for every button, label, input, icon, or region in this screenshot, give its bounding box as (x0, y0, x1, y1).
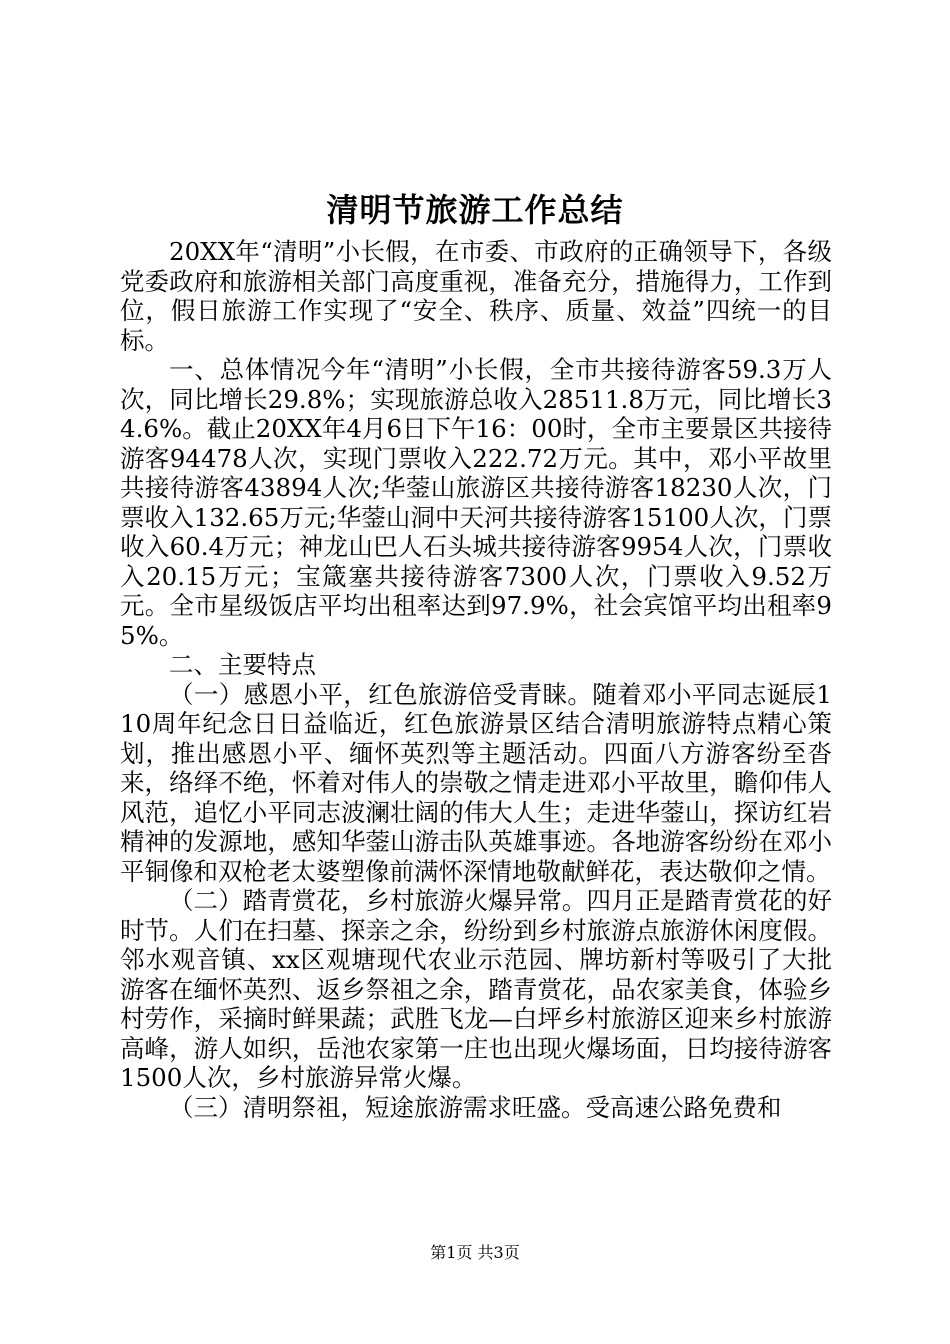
paragraph-feature-1: （一）感恩小平，红色旅游倍受青睐。随着邓小平同志诞辰110周年纪念日日益临近，红色旅游景区结合清明旅游特点精心策划，推出感恩小平、缅怀英烈等主题活动。四面八方游客纷至沓来，络绎不绝，怀着对伟人的崇敬之情走进邓小平故里，瞻仰伟人风范，追忆小平同志波澜壮阔的伟大人生；走进华蓥山，探访红岩精神的发源地，感知华蓥山游击队英雄事迹。各地游客纷纷在邓小平铜像和双枪老太婆塑像前满怀深情地敬献鲜花，表达敬仰之情。 (120, 679, 832, 886)
page-number-footer: 第1页 共3页 (430, 1243, 520, 1262)
paragraph-feature-2: （二）踏青赏花，乡村旅游火爆异常。四月正是踏青赏花的好时节。人们在扫墓、探亲之余，纷纷到乡村旅游点旅游休闲度假。邻水观音镇、xx区观塘现代农业示范园、牌坊新村等吸引了大批游客在缅怀英烈、返乡祭祖之余，踏青赏花，品农家美食，体验乡村劳作，采摘时鲜果蔬；武胜飞龙—白坪乡村旅游区迎来乡村旅游高峰，游人如织，岳池农家第一庄也出现火爆场面，日均接待游客1500人次，乡村旅游异常火爆。 (120, 886, 832, 1092)
section-heading-features: 二、主要特点 (169, 650, 316, 679)
paragraph-overview: 一、总体情况今年“清明”小长假，全市共接待游客59.3万人次，同比增长29.8%；实现旅游总收入28511.8万元，同比增长34.6%。截止20XX年4月6日下午16：00时，全市主要景区共接待游客94478人次，实现门票收入222.72万元。其中，邓小平故里共接待游客43894人次;华蓥山旅游区共接待游客18230人次，门票收入132.65万元;华蓥山洞中天河共接待游客15100人次，门票收入60.4万元；神龙山巴人石头城共接待游客9954人次，门票收入20.15万元；宝箴塞共接待游客7300人次，门票收入9.52万元。全市星级饭店平均出租率达到97.9%，社会宾馆平均出租率95%。 (120, 355, 832, 650)
paragraph-intro: 20XX年“清明”小长假，在市委、市政府的正确领导下，各级党委政府和旅游相关部门高度重视，准备充分，措施得力，工作到位，假日旅游工作实现了“安全、秩序、质量、效益”四统一的目标。 (120, 237, 832, 355)
document-body (120, 237, 832, 1122)
paragraph-feature-3: （三）清明祭祖，短途旅游需求旺盛。受高速公路免费和 (169, 1092, 782, 1122)
document-title: 清明节旅游工作总结 (326, 191, 624, 229)
